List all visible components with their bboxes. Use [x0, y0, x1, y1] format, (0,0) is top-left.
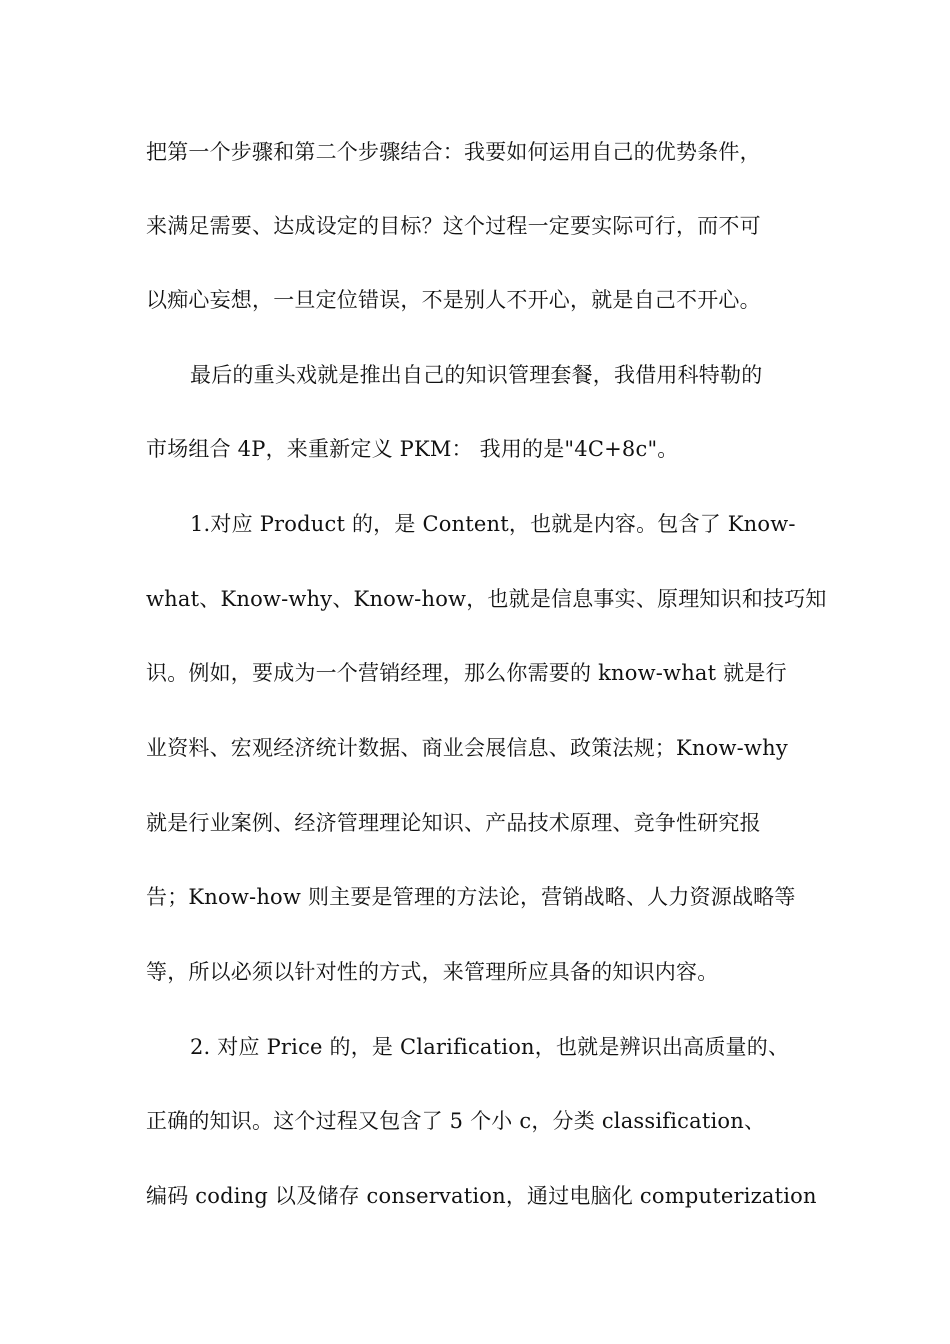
text-line: what、Know-why、Know-how，也就是信息事实、原理知识和技巧知 — [146, 587, 827, 611]
text-line: 来满足需要、达成设定的目标？这个过程一定要实际可行，而不可 — [146, 214, 761, 238]
text-line: 就是行业案例、经济管理理论知识、产品技术原理、竞争性研究报 — [146, 811, 761, 835]
text-line: 把第一个步骤和第二个步骤结合：我要如何运用自己的优势条件， — [146, 140, 761, 164]
text-line: 编码 coding 以及储存 conservation，通过电脑化 computerization — [146, 1184, 817, 1208]
text-line: 市场组合 4P，来重新定义 PKM： 我用的是"4C+8c"。 — [146, 437, 679, 461]
text-line: 业资料、宏观经济统计数据、商业会展信息、政策法规；Know-why — [146, 736, 788, 760]
text-line: 等，所以必须以针对性的方式，来管理所应具备的知识内容。 — [146, 960, 719, 984]
text-line: 识。例如，要成为一个营销经理，那么你需要的 know-what 就是行 — [146, 661, 787, 685]
text-line: 以痴心妄想，一旦定位错误，不是别人不开心，就是自己不开心。 — [146, 288, 761, 312]
paragraph-start-line: 2. 对应 Price 的，是 Clarification，也就是辨识出高质量的、 — [190, 1035, 790, 1059]
text-line: 正确的知识。这个过程又包含了 5 个小 c，分类 classification、 — [146, 1109, 766, 1133]
paragraph-start-line: 最后的重头戏就是推出自己的知识管理套餐，我借用科特勒的 — [190, 363, 763, 387]
text-line: 告；Know-how 则主要是管理的方法论，营销战略、人力资源战略等 — [146, 885, 796, 909]
paragraph-start-line: 1.对应 Product 的，是 Content，也就是内容。包含了 Know- — [190, 512, 796, 536]
